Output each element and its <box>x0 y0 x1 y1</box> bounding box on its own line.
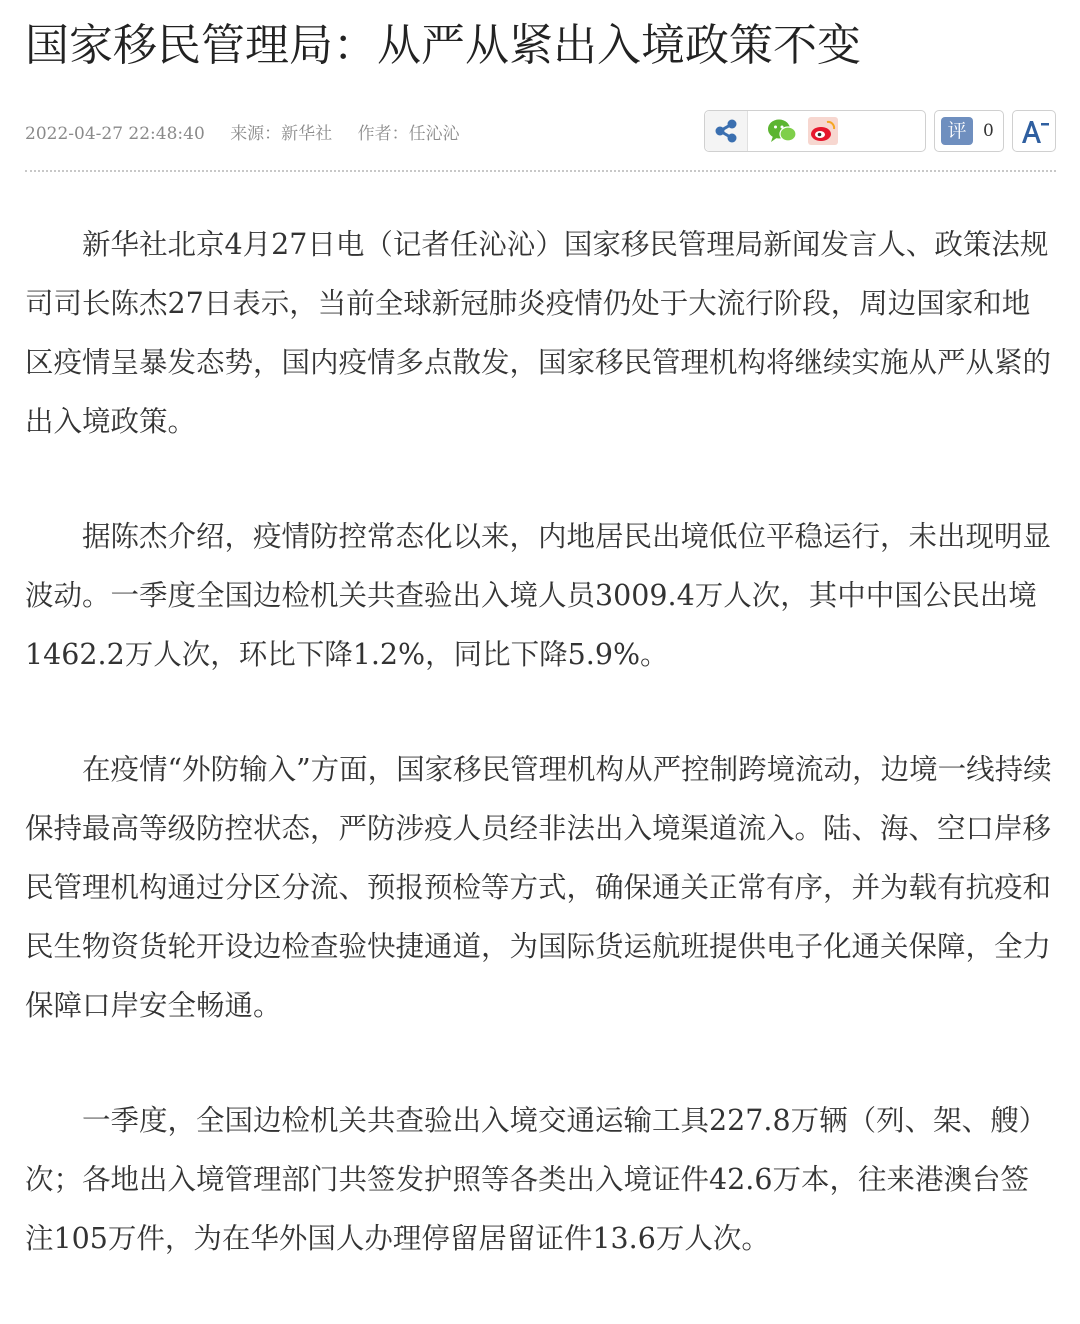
publish-datetime: 2022-04-27 22:48:40 <box>25 124 205 144</box>
article-body <box>25 215 1055 1324</box>
share-toolbar <box>704 110 926 152</box>
article-meta <box>25 116 480 152</box>
font-size-icon <box>1019 117 1051 147</box>
comment-count: 0 <box>983 121 994 141</box>
comment-button[interactable] <box>934 110 1004 152</box>
paragraph: 在疫情“外防输入”方面，国家移民管理机构从严控制跨境流动，边境一线持续保持最高等级防控状态，严防涉疫人员经非法出入境渠道流入。陆、海、空口岸移民管理机构通过分区分流、预报预检等方式，确保通关正常有序，并为载有抗疫和民生物资货轮开设边检查验快捷通道，为国际货运航班提供电子化通关保障，全力保障口岸安全畅通。 <box>25 753 1052 1022</box>
article-source: 来源：新华社 <box>230 124 333 144</box>
comment-icon: 评 <box>941 117 973 145</box>
paragraph: 一季度，全国边检机关共查验出入境交通运输工具227.8万辆（列、架、艘）次；各地出入境管理部门共签发护照等各类出入境证件42.6万本，往来港澳台签注105万件，为在华外国人办理停留居留证件13.6万人次。 <box>25 1104 1048 1255</box>
paragraph: 新华社北京4月27日电（记者任沁沁）国家移民管理局新闻发言人、政策法规司司长陈杰27日表示，当前全球新冠肺炎疫情仍处于大流行阶段，周边国家和地区疫情呈暴发态势，国内疫情多点散发，国家移民管理机构将继续实施从严从紧的出入境政策。 <box>25 228 1052 438</box>
share-button[interactable] <box>705 111 748 151</box>
weibo-icon[interactable] <box>808 117 838 145</box>
paragraph: 据陈杰介绍，疫情防控常态化以来，内地居民出境低位平稳运行，未出现明显波动。一季度全国边检机关共查验出入境人员3009.4万人次，其中中国公民出境1462.2万人次，环比下降1.2%，同比下降5.9%。 <box>25 520 1052 671</box>
wechat-icon[interactable] <box>767 117 797 145</box>
article-author: 作者：任沁沁 <box>357 124 460 144</box>
meta-divider <box>25 170 1056 172</box>
font-size-button[interactable] <box>1012 110 1056 152</box>
share-icon <box>705 111 747 151</box>
article-title: 国家移民管理局：从严从紧出入境政策不变 <box>25 20 861 71</box>
